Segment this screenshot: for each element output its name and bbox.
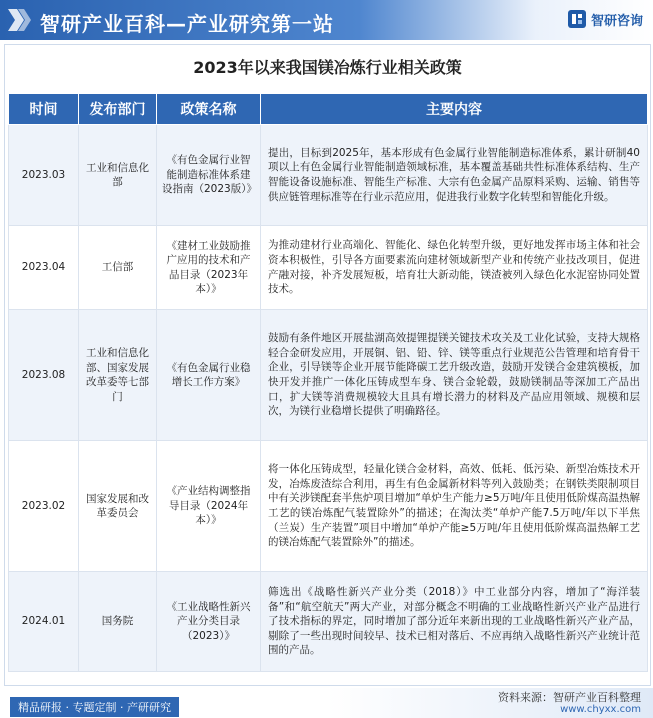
table-header-row bbox=[9, 94, 648, 125]
column-header-policy: 政策名称 bbox=[157, 94, 261, 125]
cell-content: 筛选出《战略性新兴产业分类（2018）》中工业部分内容，增加了“海洋装备”和“航空航天”两大产业，对部分概念不明确的工业战略性新兴产业产品进行了技术指标的界定，同时增加了部分近年来新出现的工业战略性新兴产业产品，剔除了一些出现时间较早、技术已相对落后、不应再纳入战略性新兴产业统计范围的产品。 bbox=[261, 572, 648, 672]
brand[interactable] bbox=[567, 9, 643, 29]
table-row bbox=[9, 310, 648, 441]
cell-date: 2023.08 bbox=[9, 310, 79, 441]
footer-tagline: 精品研报 · 专题定制 · 产研研究 bbox=[10, 697, 179, 717]
cell-dept: 工业和信息化部 bbox=[79, 125, 157, 226]
table-row bbox=[9, 572, 648, 672]
cell-policy: 《有色金属行业智能制造标准体系建设指南（2023版）》 bbox=[157, 125, 261, 226]
column-header-date: 时间 bbox=[9, 94, 79, 125]
cell-policy: 《工业战略性新兴产业分类目录（2023）》 bbox=[157, 572, 261, 672]
column-header-content: 主要内容 bbox=[261, 94, 648, 125]
chevron-deco-icon bbox=[8, 9, 32, 31]
cell-content: 提出，目标到2025年，基本形成有色金属行业智能制造标准体系，累计研制40项以上有色金属行业智能制造领域标准，基本覆盖基础共性标准体系结构、生产智能设备设施标准、智能生产标准、大宗有色金属产品原料采购、运输、销售等供应链管理标准等在行业示范应用，促进我行业数字化转型和智能化升级。 bbox=[261, 125, 648, 226]
cell-dept: 国家发展和改革委员会 bbox=[79, 441, 157, 572]
cell-date: 2023.03 bbox=[9, 125, 79, 226]
cell-policy: 《有色金属行业稳增长工作方案》 bbox=[157, 310, 261, 441]
footer-source: 资料来源：智研产业百科整理 bbox=[498, 691, 641, 704]
table-row bbox=[9, 441, 648, 572]
footer-url[interactable]: www.chyxx.com bbox=[560, 704, 641, 715]
policy-table bbox=[8, 93, 648, 672]
table-row bbox=[9, 226, 648, 310]
cell-content: 为推动建材行业高端化、智能化、绿色化转型升级，更好地发挥市场主体和社会资本积极性，引导各方面要素流向建材领域新型产业和传统产业技改项目，促进产融对接，补齐发展短板，培育壮大新动能，镁渣被列入绿色化水泥窑协同处置技术。 bbox=[261, 226, 648, 310]
header-bar bbox=[0, 0, 653, 40]
cell-dept: 工业和信息化部、国家发展改革委等七部门 bbox=[79, 310, 157, 441]
table-title: 2023年以来我国镁冶炼行业相关政策 bbox=[193, 58, 462, 77]
cell-content: 将一体化压铸成型，轻量化镁合金材料，高效、低耗、低污染、新型冶炼技术开发，冶炼废渣综合利用，再生有色金属新材料等列入鼓励类；在钢铁类限制项目中有关涉镁配套半焦炉项目增加“单炉生产能力≥5万吨/年且使用低阶煤高温热解工艺的镁冶炼配气装置除外”的描述；在淘汰类“单炉产能7.5万吨/年以下半焦（兰炭）生产装置”项目中增加“单炉产能≥5万吨/年且使用低阶煤高温热解工艺的镁冶炼配气装置除外”的描述。 bbox=[261, 441, 648, 572]
brand-name: 智研咨询 bbox=[590, 13, 643, 29]
cell-dept: 国务院 bbox=[79, 572, 157, 672]
site-title: 智研产业百科—产业研究第一站 bbox=[40, 12, 334, 36]
table-row bbox=[9, 125, 648, 226]
column-header-dept: 发布部门 bbox=[79, 94, 157, 125]
cell-date: 2024.01 bbox=[9, 572, 79, 672]
cell-date: 2023.04 bbox=[9, 226, 79, 310]
cell-policy: 《建材工业鼓励推广应用的技术和产品目录（2023年本）》 bbox=[157, 226, 261, 310]
cell-content: 鼓励有条件地区开展盐湖高效提锂提镁关键技术攻关及工业化试验，支持大规格轻合金研发应用，开展铜、铝、铅、锌、镁等重点行业规范公告管理和培育骨干企业，引导镁等企业开展节能降碳工艺升级改造，鼓励开发镁合金建筑模板，加快开发并推广一体化压铸成型车身、镁合金轮毂，鼓励镁制品等深加工产品出口，扩大镁等消费规模较大且具有增长潜力的材料及产品应用领域、规模和层次，为镁行业稳增长提供了明确路径。 bbox=[261, 310, 648, 441]
cell-dept: 工信部 bbox=[79, 226, 157, 310]
content-frame bbox=[4, 44, 651, 686]
cell-policy: 《产业结构调整指导目录（2024年本）》 bbox=[157, 441, 261, 572]
cell-date: 2023.02 bbox=[9, 441, 79, 572]
brand-logo-icon bbox=[567, 9, 587, 29]
